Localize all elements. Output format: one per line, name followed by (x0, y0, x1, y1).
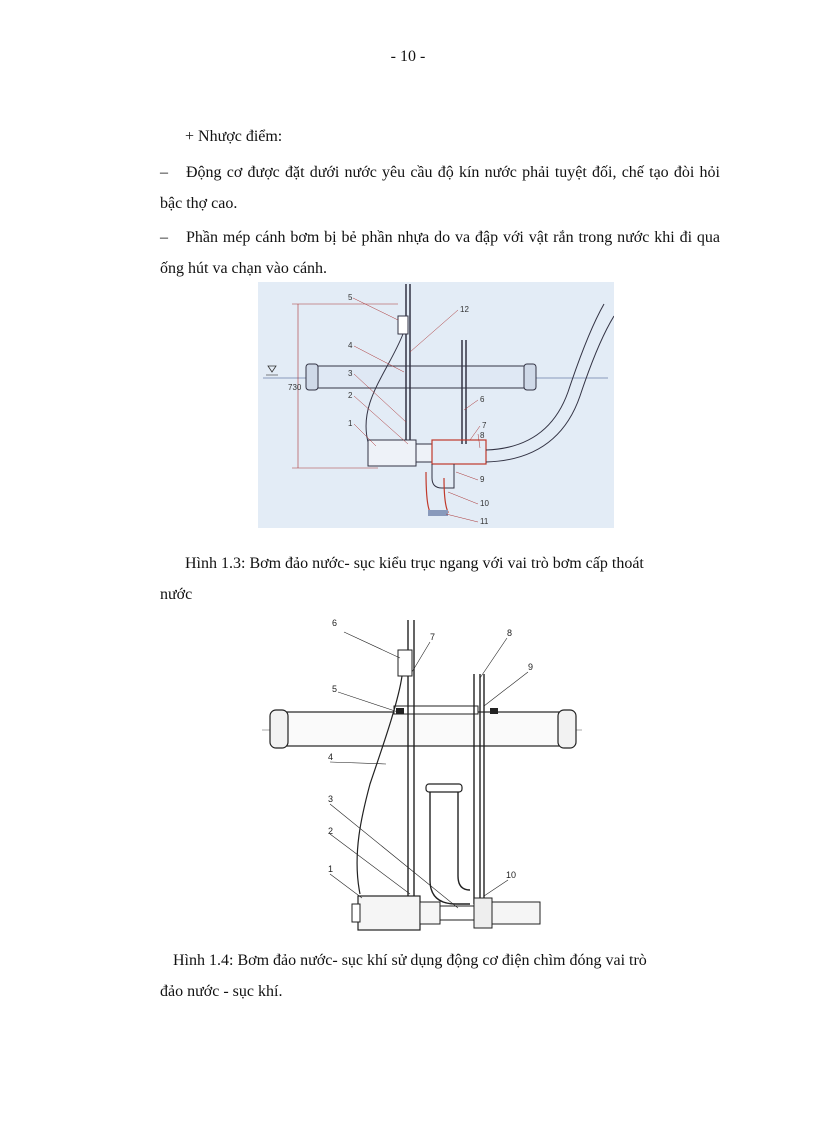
label-7: 7 (482, 421, 487, 430)
motor-body (368, 440, 416, 466)
figure-1-3-caption-line-1: Hình 1.3: Bơm đảo nước- sục kiểu trục ngang với vai trò bơm cấp thoát (185, 555, 644, 572)
label-5: 5 (348, 293, 353, 302)
label-8: 8 (507, 628, 513, 638)
float-cap-right (558, 710, 576, 748)
bullet-item-2 (160, 222, 720, 284)
bullet-text-1: Động cơ được đặt dưới nước yêu cầu độ kín nước phải tuyệt đối, chế tạo đòi hỏi bậc thợ cao. (160, 164, 720, 212)
float-cap-left (270, 710, 288, 748)
figure-1-4 (262, 614, 582, 940)
impeller-housing (474, 898, 492, 928)
float-tube (310, 366, 532, 388)
label-10: 10 (480, 499, 489, 508)
dim-label: 730 (288, 383, 302, 392)
outlet-pipe (492, 902, 540, 924)
float-cap-right (524, 364, 536, 390)
motor-body (358, 896, 420, 930)
label-4: 4 (348, 341, 353, 350)
section-heading: + Nhược điểm: (185, 128, 283, 145)
label-7: 7 (430, 632, 436, 642)
label-1: 1 (348, 419, 353, 428)
label-4: 4 (328, 752, 334, 762)
bullet-dash: – (160, 229, 168, 246)
figure-1-4-caption-line-1: Hình 1.4: Bơm đảo nước- sục khí sử dụng động cơ điện chìm đóng vai trò (173, 952, 647, 969)
figure-1-4-drawing (262, 614, 582, 940)
figure-1-3-caption-line-2: nước (160, 586, 193, 603)
label-9: 9 (528, 662, 534, 672)
label-3: 3 (328, 794, 334, 804)
label-5: 5 (332, 684, 338, 694)
bullet-item-1 (160, 157, 720, 219)
label-6: 6 (332, 618, 338, 628)
float-cap-left (306, 364, 318, 390)
label-11: 11 (480, 517, 489, 526)
bullet-dash: – (160, 164, 168, 181)
drawing-background (258, 282, 614, 528)
label-8: 8 (480, 431, 485, 440)
float-tube (282, 712, 564, 746)
bullet-text-2: Phần mép cánh bơm bị bẻ phần nhựa do va đập với vật rắn trong nước khi đi qua ống hút va chạn vào cánh. (160, 229, 720, 277)
page-number: - 10 - (390, 48, 426, 65)
label-6: 6 (480, 395, 485, 404)
label-1: 1 (328, 864, 334, 874)
label-2: 2 (328, 826, 334, 836)
junction-box (398, 650, 412, 676)
label-2: 2 (348, 391, 353, 400)
junction-box (398, 316, 408, 334)
label-12: 12 (460, 305, 469, 314)
figure-1-4-caption-line-2: đảo nước - sục khí. (160, 983, 283, 1000)
figure-1-3-drawing (258, 282, 614, 528)
label-10: 10 (506, 870, 517, 880)
label-9: 9 (480, 475, 485, 484)
label-3: 3 (348, 369, 353, 378)
suction-screen (428, 510, 448, 516)
figure-1-3 (258, 282, 614, 528)
